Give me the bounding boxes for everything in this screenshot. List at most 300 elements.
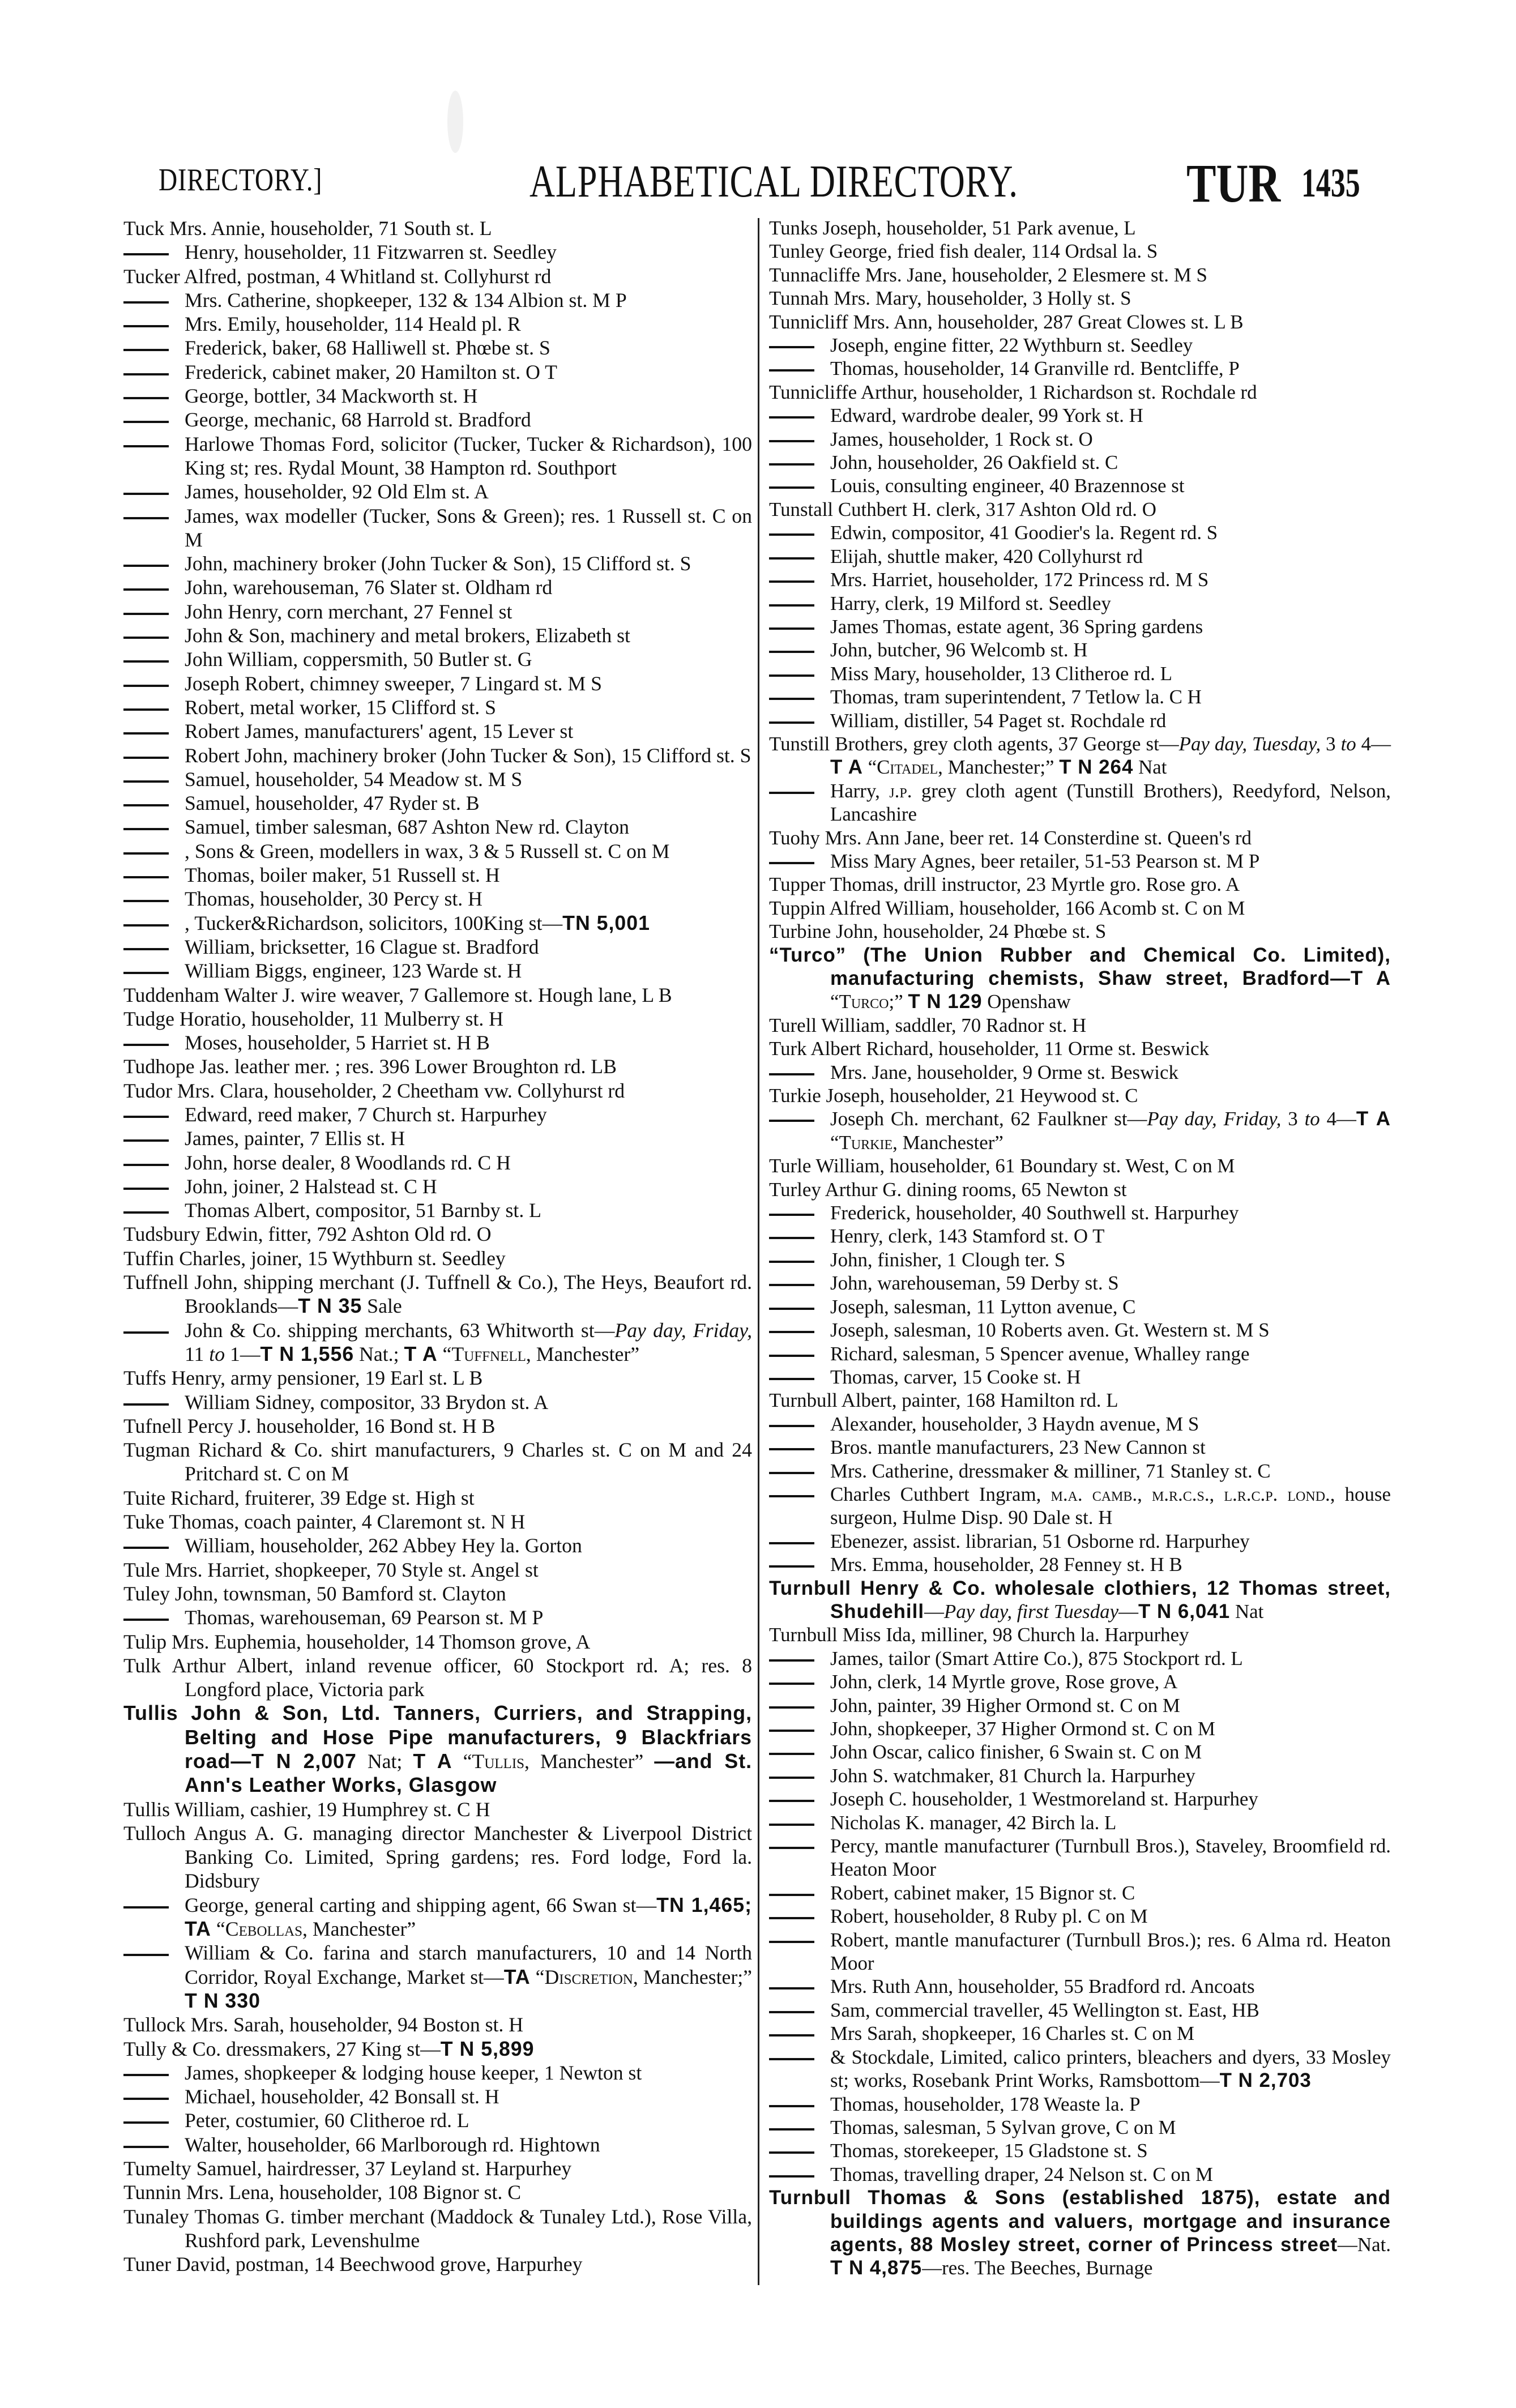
entry-text: Robert, cabinet maker, 15 Bignor st. C	[830, 1881, 1135, 1904]
directory-subentry	[123, 432, 752, 480]
directory-subentry	[123, 911, 752, 935]
entry-text: Thomas, householder, 14 Granville rd. Bentcliffe, P	[830, 357, 1240, 380]
entry-text: Charles Cuthbert Ingram,	[830, 1483, 1051, 1505]
entry-text: Tunnacliffe Mrs. Jane, householder, 2 Elesmere st. M S	[769, 263, 1207, 286]
entry-text: Tuohy Mrs. Ann Jane, beer ret. 14 Consterdine st. Queen's rd	[769, 826, 1252, 849]
directory-entry	[769, 287, 1391, 310]
directory-subentry	[769, 2116, 1391, 2139]
entry-text: Turco	[839, 990, 889, 1013]
entry-text: John William, coppersmith, 50 Butler st. G	[185, 648, 532, 671]
entry-text: “	[530, 1965, 545, 1988]
entry-text: T N 5,899	[440, 2037, 535, 2060]
directory-entry	[123, 2180, 752, 2204]
directory-subentry	[123, 575, 752, 599]
entry-text: Mrs. Harriet, householder, 172 Princess rd. M S	[830, 569, 1209, 591]
column-right	[769, 216, 1391, 2280]
entry-text: Thomas, householder, 30 Percy st. H	[185, 887, 482, 911]
entry-text: William, distiller, 54 Paget st. Rochdale rd	[830, 709, 1167, 732]
entry-text: Tulloch Angus A. G. managing director Manchester & Liverpool District Banking Co. Limited, Spring gardens; res. Ford lodge, Ford la. Didsbury	[123, 1821, 752, 1893]
header-left: DIRECTORY.]	[159, 163, 323, 198]
entry-text: Tunnah Mrs. Mary, householder, 3 Holly st. S	[769, 287, 1131, 310]
directory-entry	[123, 1701, 752, 1797]
entry-text: Frederick, householder, 40 Southwell st. Harpurhey	[830, 1202, 1239, 1224]
directory-entry	[769, 826, 1391, 849]
directory-entry	[123, 2205, 752, 2253]
entry-text: T N 129	[908, 990, 983, 1013]
entry-text: Thomas, tram superintendent, 7 Tetlow la. C H	[830, 686, 1202, 708]
entry-text: James, shopkeeper & lodging house keeper, 1 Newton st	[185, 2061, 642, 2084]
entry-text: Joseph, salesman, 11 Lytton avenue, C	[830, 1295, 1136, 1318]
entry-text: “	[452, 1750, 472, 1773]
directory-subentry	[123, 744, 752, 767]
entry-text: Tullock Mrs. Sarah, householder, 94 Boston st. H	[123, 2013, 524, 2036]
entry-text: T A	[830, 756, 863, 779]
entry-text: Tuffin Charles, joiner, 15 Wythburn st. Seedley	[123, 1246, 506, 1270]
directory-entry	[769, 732, 1391, 779]
directory-subentry	[769, 1412, 1391, 1436]
entry-text: Thomas, carver, 15 Cooke st. H	[830, 1365, 1081, 1388]
entry-text: Walter, householder, 66 Marlborough rd. Hightown	[185, 2133, 600, 2156]
directory-subentry	[123, 1198, 752, 1222]
directory-subentry	[123, 647, 752, 671]
directory-subentry	[769, 2163, 1391, 2186]
directory-subentry	[123, 719, 752, 743]
column-divider	[758, 218, 759, 2285]
directory-entry	[123, 1054, 752, 1078]
directory-subentry	[769, 779, 1391, 826]
directory-subentry	[123, 1534, 752, 1557]
entry-text: 3	[1281, 1108, 1305, 1130]
directory-subentry	[123, 767, 752, 791]
entry-text: T N 4,875	[830, 2257, 923, 2279]
entry-text: Tulip Mrs. Euphemia, householder, 14 Thomson grove, A	[123, 1630, 591, 1653]
entry-text: Tullis John & Son, Ltd. Tanners, Curriers, and Strapping, Belting and Hose Pipe manufacturers, 9 Blackfriars road—T N 2,007	[123, 1702, 752, 1773]
entry-text: Elijah, shuttle maker, 420 Collyhurst rd	[830, 545, 1143, 567]
entry-text: Turnbull Henry & Co. wholesale clothiers, 12 Thomas street, Shudehill	[769, 1577, 1391, 1623]
entry-text: T N 6,041	[1138, 1600, 1231, 1623]
entry-text: William & Co. farina and starch manufacturers, 10 and 14 North Corridor, Royal Exchange, Market st—	[185, 1941, 752, 1988]
entry-text: house surgeon, Hulme Disp. 90 Dale st. H	[830, 1483, 1391, 1529]
directory-subentry	[123, 480, 752, 503]
entry-text: Tunstall Cuthbert H. clerk, 317 Ashton Old rd. O	[769, 498, 1156, 520]
entry-text: Tule Mrs. Harriet, shopkeeper, 70 Style st. Angel st	[123, 1558, 539, 1581]
entry-text: Tulk Arthur Albert, inland revenue officer, 60 Stockport rd. A; res. 8 Longford place, Victoria park	[123, 1654, 752, 1701]
entry-text: Tullis	[472, 1750, 525, 1773]
entry-text: Tudge Horatio, householder, 11 Mulberry st. H	[123, 1007, 503, 1030]
directory-subentry	[769, 1787, 1391, 1811]
entry-text: Tucker Alfred, postman, 4 Whitland st. Collyhurst rd	[123, 264, 552, 288]
entry-text: John, joiner, 2 Halstead st. C H	[185, 1175, 437, 1198]
entry-text: to	[1340, 732, 1356, 755]
entry-text: John, machinery broker (John Tucker & Son), 15 Clifford st. S	[185, 552, 691, 575]
entry-text: Sale	[362, 1295, 402, 1318]
entry-text: William, bricksetter, 16 Clague st. Bradford	[185, 935, 539, 958]
directory-entry	[769, 2186, 1391, 2280]
directory-subentry	[769, 1928, 1391, 1975]
entry-text: Edward, wardrobe dealer, 99 York st. H	[830, 404, 1143, 427]
entry-text: j.p.	[889, 779, 912, 802]
entry-text: Openshaw	[982, 990, 1071, 1013]
entry-text: Joseph Ch. merchant, 62 Faulkner st—	[830, 1108, 1147, 1130]
directory-subentry	[123, 336, 752, 360]
entry-text: Tupper Thomas, drill instructor, 23 Myrtle gro. Rose gro. A	[769, 873, 1240, 896]
entry-text: Samuel, householder, 54 Meadow st. M S	[185, 767, 523, 791]
directory-entry	[123, 1821, 752, 1893]
entry-text: Tudsbury Edwin, fitter, 792 Ashton Old rd. O	[123, 1223, 492, 1246]
directory-subentry	[123, 384, 752, 408]
entry-text: Harry, clerk, 19 Milford st. Seedley	[830, 592, 1111, 614]
entry-text: Mrs. Jane, householder, 9 Orme st. Beswick	[830, 1061, 1178, 1083]
entry-text: Bros. mantle manufacturers, 23 New Cannon st	[830, 1436, 1206, 1459]
directory-entry	[123, 1486, 752, 1510]
entry-text: Robert John, machinery broker (John Tucker & Son), 15 Clifford st. S	[185, 744, 751, 767]
directory-subentry	[769, 1647, 1391, 1670]
directory-subentry	[123, 791, 752, 815]
directory-subentry	[769, 1107, 1391, 1154]
entry-text: Thomas Albert, compositor, 51 Barnby st. L	[185, 1199, 541, 1222]
directory-entry	[123, 264, 752, 288]
entry-text: Alexander, householder, 3 Haydn avenue, M S	[830, 1412, 1199, 1435]
entry-text: Tuppin Alfred William, householder, 166 Acomb st. C on M	[769, 896, 1245, 919]
directory-subentry	[123, 1893, 752, 1941]
entry-text: Nat	[1133, 756, 1167, 779]
directory-subentry	[769, 451, 1391, 474]
directory-entry	[123, 2013, 752, 2036]
entry-text: Percy, mantle manufacturer (Turnbull Bros.), Staveley, Broomfield rd. Heaton Moor	[830, 1835, 1391, 1881]
entry-text: Mrs Sarah, shopkeeper, 16 Charles st. C on M	[830, 2022, 1195, 2045]
directory-entry	[769, 263, 1391, 287]
directory-subentry	[769, 1201, 1391, 1224]
entry-text: Harry,	[830, 779, 890, 802]
column-left	[123, 216, 752, 2277]
directory-subentry	[123, 1318, 752, 1367]
entry-text: , Manchester”	[302, 1918, 416, 1941]
entry-text: John, horse dealer, 8 Woodlands rd. C H	[185, 1151, 511, 1174]
entry-text: James, wax modeller (Tucker, Sons & Green); res. 1 Russell st. C on M	[185, 504, 752, 551]
directory-subentry	[769, 1271, 1391, 1295]
directory-subentry	[123, 600, 752, 624]
entry-text: Turell William, saddler, 70 Radnor st. H	[769, 1014, 1087, 1036]
directory-entry	[123, 1414, 752, 1438]
directory-subentry	[123, 1126, 752, 1150]
entry-text: Robert, householder, 8 Ruby pl. C on M	[830, 1905, 1148, 1928]
entry-text: Tuner David, postman, 14 Beechwood grove, Harpurhey	[123, 2253, 583, 2276]
entry-text: , Manchester”	[526, 1342, 640, 1365]
directory-subentry	[123, 360, 752, 384]
entry-text: Mrs. Emily, householder, 114 Heald pl. R	[185, 313, 521, 336]
entry-text: “Turco” (The Union Rubber and Chemical Co. Limited), manufacturing chemists, Shaw street, Bradford—T A	[769, 943, 1391, 989]
entry-text: grey cloth agent (Tunstill Brothers), Reedyford, Nelson, Lancashire	[830, 779, 1391, 826]
entry-text: Thomas, travelling draper, 24 Nelson st. C on M	[830, 2163, 1213, 2185]
directory-subentry	[123, 312, 752, 336]
entry-text: Peter, costumier, 60 Clitheroe rd. L	[185, 2109, 469, 2132]
directory-subentry	[123, 2133, 752, 2157]
entry-text: Pay day, Tuesday,	[1178, 732, 1321, 755]
entry-text: “	[862, 756, 877, 779]
entry-text: John, householder, 26 Oakfield st. C	[830, 451, 1118, 474]
directory-subentry	[769, 615, 1391, 638]
entry-text: , Manchester”	[524, 1750, 655, 1773]
entry-text: TN 1,465; TA	[185, 1893, 752, 1941]
directory-subentry	[123, 1941, 752, 2013]
entry-text: Turley Arthur G. dining rooms, 65 Newton st	[769, 1178, 1127, 1201]
entry-text: 3	[1321, 732, 1341, 755]
directory-subentry	[769, 1061, 1391, 1084]
entry-text: Frederick, baker, 68 Halliwell st. Phœbe st. S	[185, 336, 550, 360]
directory-subentry	[769, 1483, 1391, 1530]
entry-text: , Tucker&Richardson, solicitors, 100King st—	[185, 911, 563, 934]
directory-subentry	[769, 521, 1391, 544]
entry-text: John, warehouseman, 76 Slater st. Oldham rd	[185, 576, 553, 599]
entry-text: Nat.;	[354, 1342, 404, 1365]
entry-text: Louis, consulting engineer, 40 Brazennose st	[830, 475, 1185, 497]
directory-subentry	[123, 552, 752, 575]
entry-text: Thomas, boiler maker, 51 Russell st. H	[185, 864, 500, 887]
directory-subentry	[769, 1764, 1391, 1787]
directory-subentry	[769, 1224, 1391, 1248]
directory-subentry	[769, 849, 1391, 873]
entry-text: Edward, reed maker, 7 Church st. Harpurhey	[185, 1103, 547, 1126]
directory-entry	[123, 1654, 752, 1702]
entry-text: Thomas, householder, 178 Weaste la. P	[830, 2093, 1141, 2115]
entry-text: Tuck Mrs. Annie, householder, 71 South st. L	[123, 217, 492, 240]
directory-subentry	[769, 1811, 1391, 1834]
directory-entry	[123, 1558, 752, 1582]
entry-text: Nicholas K. manager, 42 Birch la. L	[830, 1811, 1117, 1834]
directory-entry	[769, 1014, 1391, 1037]
directory-entry	[769, 381, 1391, 404]
entry-text: to	[209, 1342, 225, 1365]
directory-entry	[123, 2037, 752, 2061]
entry-text: Miss Mary, householder, 13 Clitheroe rd. L	[830, 662, 1172, 685]
entry-text: Turnbull Miss Ida, milliner, 98 Church la. Harpurhey	[769, 1624, 1189, 1646]
entry-text: Ebenezer, assist. librarian, 51 Osborne rd. Harpurhey	[830, 1530, 1250, 1552]
directory-entry	[123, 2157, 752, 2180]
directory-subentry	[123, 408, 752, 432]
entry-text: Mrs. Emma, householder, 28 Fenney st. H B	[830, 1553, 1182, 1576]
entry-text: Tunks Joseph, householder, 51 Park avenue, L	[769, 217, 1136, 239]
entry-text: John, butcher, 96 Welcomb st. H	[830, 639, 1088, 661]
entry-text: Nat	[1230, 1600, 1264, 1623]
directory-subentry	[769, 1881, 1391, 1905]
directory-entry	[769, 1084, 1391, 1107]
entry-text: James Thomas, estate agent, 36 Spring gardens	[830, 615, 1203, 638]
entry-text: James, householder, 1 Rock st. O	[830, 428, 1093, 450]
directory-entry	[123, 1510, 752, 1534]
directory-subentry	[769, 334, 1391, 357]
directory-subentry	[769, 2093, 1391, 2116]
directory-subentry	[769, 1318, 1391, 1342]
entry-text: “	[437, 1342, 452, 1365]
directory-subentry	[769, 1459, 1391, 1483]
entry-text: , Manchester”	[892, 1131, 1003, 1154]
directory-subentry	[769, 1553, 1391, 1576]
entry-text: James, tailor (Smart Attire Co.), 875 Stockport rd. L	[830, 1647, 1243, 1670]
entry-text: Thomas, storekeeper, 15 Gladstone st. S	[830, 2140, 1148, 2162]
entry-text: 4—	[1319, 1108, 1356, 1130]
directory-subentry	[123, 695, 752, 719]
directory-entry	[123, 1007, 752, 1031]
directory-entry	[769, 1154, 1391, 1177]
entry-text: Sam, commercial traveller, 45 Wellington st. East, HB	[830, 1999, 1259, 2021]
directory-subentry	[769, 662, 1391, 685]
page-smudge	[447, 91, 463, 153]
entry-text: , Manchester;”	[938, 756, 1060, 779]
entry-text: Turkie	[839, 1131, 893, 1154]
entry-text: T N 35	[298, 1295, 362, 1318]
entry-text: William Sidney, compositor, 33 Brydon st. A	[185, 1390, 549, 1414]
entry-text: Moses, householder, 5 Harriet st. H B	[185, 1031, 490, 1054]
directory-subentry	[769, 1834, 1391, 1881]
header-title: ALPHABETICAL DIRECTORY.	[529, 157, 1018, 207]
directory-entry	[769, 1623, 1391, 1646]
entry-text: “	[211, 1918, 225, 1941]
directory-entry	[123, 2252, 752, 2276]
entry-text: Robert James, manufacturers' agent, 15 Lever st	[185, 720, 574, 743]
directory-subentry	[123, 2085, 752, 2108]
directory-subentry	[769, 1248, 1391, 1271]
directory-subentry	[769, 474, 1391, 497]
entry-text: William Biggs, engineer, 123 Warde st. H	[185, 959, 522, 983]
entry-text: John, shopkeeper, 37 Higher Ormond st. C on M	[830, 1718, 1215, 1740]
entry-text: Edwin, compositor, 41 Goodier's la. Regent rd. S	[830, 522, 1218, 544]
entry-text: —Nat.	[1338, 2233, 1391, 2256]
directory-subentry	[123, 240, 752, 264]
directory-entry	[769, 943, 1391, 1014]
entry-text: John, clerk, 14 Myrtle grove, Rose grove, A	[830, 1671, 1178, 1693]
directory-subentry	[123, 2108, 752, 2132]
directory-subentry	[769, 685, 1391, 708]
entry-text: Tullis William, cashier, 19 Humphrey st. C H	[123, 1798, 490, 1821]
entry-text: Miss Mary Agnes, beer retailer, 51-53 Pearson st. M P	[830, 849, 1260, 872]
entry-text: Richard, salesman, 5 Spencer avenue, Whalley range	[830, 1342, 1250, 1365]
directory-subentry	[769, 1342, 1391, 1365]
entry-text: Tunaley Thomas G. timber merchant (Maddock & Tunaley Ltd.), Rose Villa, Rushford park, Levenshulme	[123, 2205, 752, 2252]
directory-subentry	[769, 2139, 1391, 2162]
directory-entry	[123, 1222, 752, 1246]
entry-text: Tunnicliffe Arthur, householder, 1 Richardson st. Rochdale rd	[769, 381, 1257, 403]
directory-subentry	[769, 1694, 1391, 1717]
entry-text: T N 1,556	[260, 1342, 355, 1365]
directory-entry	[123, 1366, 752, 1390]
entry-text: —	[924, 1600, 944, 1623]
directory-subentry	[123, 672, 752, 695]
directory-subentry	[769, 357, 1391, 380]
directory-entry	[769, 920, 1391, 943]
directory-entry	[123, 1270, 752, 1318]
entry-text: Tugman Richard & Co. shirt manufacturers, 9 Charles st. C on M and 24 Pritchard st. C on M	[123, 1438, 752, 1485]
directory-subentry	[769, 592, 1391, 615]
directory-subentry	[769, 1365, 1391, 1389]
entry-text: T A	[1356, 1108, 1391, 1130]
entry-text: , Manchester;”	[633, 1965, 752, 1988]
directory-entry	[769, 1389, 1391, 1412]
directory-subentry	[123, 1606, 752, 1629]
entry-text: Thomas, salesman, 5 Sylvan grove, C on M	[830, 2116, 1176, 2138]
directory-entry	[123, 1630, 752, 1654]
directory-subentry	[769, 1670, 1391, 1693]
entry-text: Tuffnell	[451, 1342, 526, 1365]
directory-subentry	[123, 1390, 752, 1414]
entry-text: James, painter, 7 Ellis st. H	[185, 1127, 405, 1150]
directory-subentry	[769, 1295, 1391, 1318]
directory-entry	[769, 1178, 1391, 1201]
entry-text: John, painter, 39 Higher Ormond st. C on M	[830, 1694, 1180, 1717]
entry-text: Henry, clerk, 143 Stamford st. O T	[830, 1225, 1105, 1248]
directory-subentry	[123, 959, 752, 983]
directory-subentry	[123, 887, 752, 911]
directory-subentry	[123, 863, 752, 887]
directory-subentry	[769, 568, 1391, 591]
directory-subentry	[123, 624, 752, 647]
entry-text: ;”	[889, 990, 908, 1013]
entry-text: TA	[503, 1965, 531, 1988]
entry-text: Turle William, householder, 61 Boundary st. West, C on M	[769, 1155, 1235, 1177]
entry-text: John, finisher, 1 Clough ter. S	[830, 1248, 1066, 1271]
directory-subentry	[123, 1103, 752, 1126]
entry-text: John, warehouseman, 59 Derby st. S	[830, 1272, 1119, 1295]
entry-text: Joseph C. householder, 1 Westmoreland st. Harpurhey	[830, 1788, 1258, 1811]
directory-subentry	[769, 2046, 1391, 2093]
entry-text: Tufnell Percy J. householder, 16 Bond st. H B	[123, 1414, 496, 1437]
entry-text: Tuffs Henry, army pensioner, 19 Earl st. L B	[123, 1367, 483, 1390]
entry-text: Tuddenham Walter J. wire weaver, 7 Gallemore st. Hough lane, L B	[123, 983, 672, 1006]
entry-text: Tuite Richard, fruiterer, 39 Edge st. High st	[123, 1486, 475, 1509]
entry-text: Discretion	[544, 1965, 633, 1988]
entry-text: Pay day, Friday,	[614, 1318, 752, 1342]
entry-text: Citadel	[877, 756, 938, 779]
directory-entry	[123, 1079, 752, 1103]
entry-text: Tunnicliff Mrs. Ann, householder, 287 Great Clowes st. L B	[769, 310, 1244, 333]
entry-text: Pay day, first Tuesday	[943, 1600, 1119, 1623]
entry-text: T A	[404, 1342, 438, 1365]
entry-text: Turnbull Thomas & Sons (established 1875), estate and buildings agents and valuers, mortgage and insurance agents, 88 Mosley street, corner of Princess street	[769, 2187, 1391, 2256]
entry-text: Tumelty Samuel, hairdresser, 37 Leyland st. Harpurhey	[123, 2157, 572, 2180]
directory-entry	[123, 983, 752, 1007]
entry-text: T A	[413, 1750, 452, 1773]
entry-text: & Stockdale, Limited, calico printers, bleachers and dyers, 33 Mosley st; works, Rosebank Print Works, Ramsbottom—	[830, 2046, 1391, 2092]
entry-text: , Sons & Green, modellers in wax, 3 & 5 Russell st. C on M	[185, 839, 670, 863]
entry-text: Turkie Joseph, householder, 21 Heywood st. C	[769, 1085, 1138, 1107]
entry-text: Samuel, timber salesman, 687 Ashton New rd. Clayton	[185, 816, 630, 839]
entry-text: John & Son, machinery and metal brokers, Elizabeth st	[185, 624, 630, 647]
directory-subentry	[123, 288, 752, 312]
directory-subentry	[123, 1031, 752, 1054]
entry-text: George, general carting and shipping agent, 66 Swan st—	[185, 1893, 657, 1916]
entry-text: TN 5,001	[562, 911, 650, 934]
entry-text: Tunstill Brothers, grey cloth agents, 37 George st—	[769, 732, 1179, 755]
directory-entry	[769, 1577, 1391, 1624]
directory-subentry	[769, 2022, 1391, 2045]
entry-text: Frederick, cabinet maker, 20 Hamilton st. O T	[185, 360, 557, 383]
entry-text: Tuffnell John, shipping merchant (J. Tuffnell & Co.), The Heys, Beaufort rd. Brooklands—	[123, 1271, 752, 1318]
directory-subentry	[769, 1436, 1391, 1459]
entry-text: Tunnin Mrs. Lena, householder, 108 Bignor st. C	[123, 2181, 522, 2204]
entry-text: Turbine John, householder, 24 Phœbe st. S	[769, 920, 1107, 943]
entry-text: John & Co. shipping merchants, 63 Whitworth st—	[185, 1318, 615, 1342]
entry-text: Joseph Robert, chimney sweeper, 7 Lingard st. M S	[185, 672, 602, 695]
directory-subentry	[769, 404, 1391, 427]
entry-text: Tuke Thomas, coach painter, 4 Claremont st. N H	[123, 1510, 526, 1534]
directory-entry	[769, 873, 1391, 896]
entry-text: Mrs. Catherine, shopkeeper, 132 & 134 Albion st. M P	[185, 288, 627, 311]
entry-text: T N 264	[1059, 756, 1134, 779]
header-section: TUR	[1186, 153, 1281, 214]
entry-text: Henry, householder, 11 Fitzwarren st. Seedley	[185, 241, 557, 264]
directory-entry	[769, 216, 1391, 240]
entry-text: to	[1304, 1108, 1320, 1130]
directory-subentry	[123, 504, 752, 552]
